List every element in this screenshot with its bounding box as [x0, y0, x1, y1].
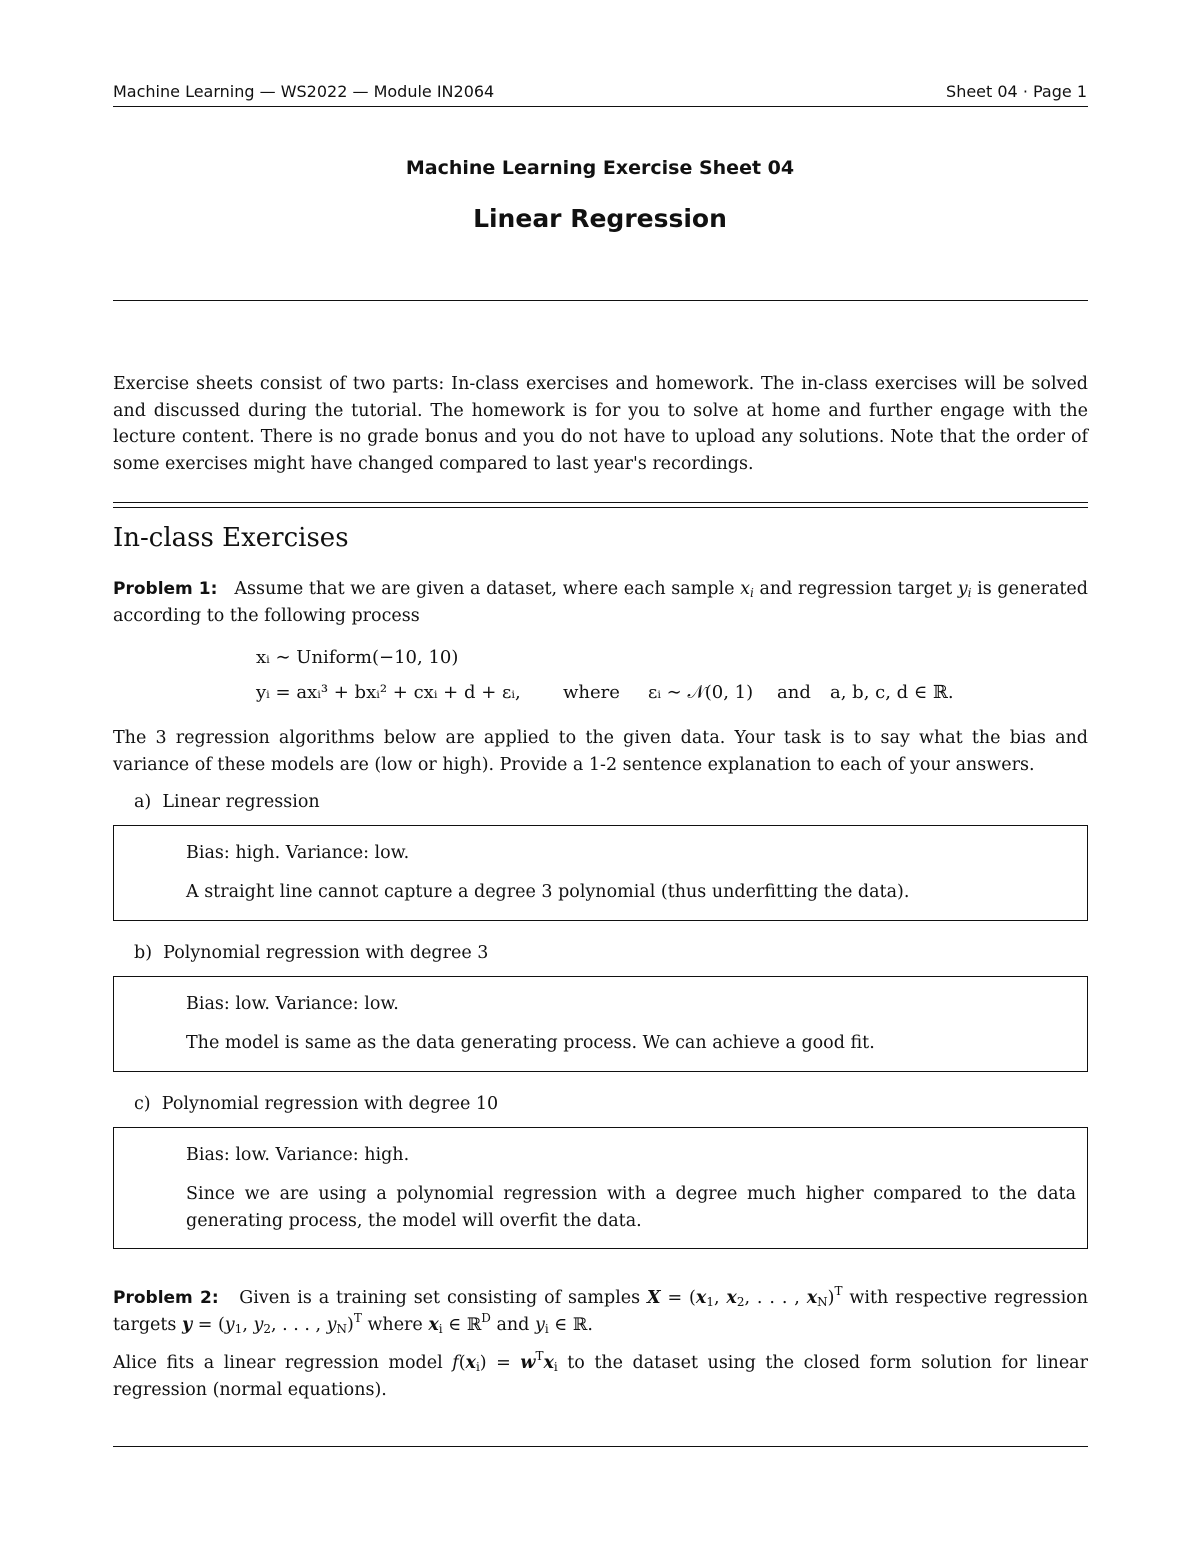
- section-double-rule: [113, 502, 1088, 508]
- section-heading: In-class Exercises: [113, 523, 349, 553]
- equation-noise: εᵢ ∼ 𝒩(0, 1): [648, 682, 754, 703]
- problem2-text-e: Alice fits a linear regression model: [113, 1353, 443, 1373]
- equation-where: where: [563, 682, 620, 703]
- solution-line: A straight line cannot capture a degree 3 polynomial (thus underfitting the data).: [186, 882, 910, 902]
- solution-box-c: [113, 1127, 1088, 1249]
- math-y: $y = (y_1$, $y_2$, . . . , $y_N)^T$: [181, 1310, 362, 1336]
- solution-line: Bias: high. Variance: low.: [186, 843, 410, 863]
- problem2-text-f: to the dataset using the closed form solution for linear regression (normal equations).: [113, 1353, 1088, 1400]
- problem2-text-d: and: [496, 1314, 530, 1335]
- solution-line: Bias: low. Variance: low.: [186, 994, 399, 1014]
- sheet-subtitle: Linear Regression: [473, 204, 727, 233]
- problem1-text-a: Assume that we are given a dataset, where each sample: [234, 579, 735, 599]
- equation-params: a, b, c, d ∈ ℝ.: [830, 682, 954, 703]
- solution-line: Since we are using a polynomial regression with a degree much higher compared to the data generating process, the model will overfit the data.: [186, 1184, 1076, 1231]
- problem1-task-text: The 3 regression algorithms below are applied to the given data. Your task is to say what the bias and variance of these models are (low or high). Provide a 1-2 sentence explanation to each of your answers.: [113, 728, 1088, 775]
- problem1-statement: [113, 576, 1088, 629]
- sheet-title: Machine Learning Exercise Sheet 04: [405, 157, 795, 179]
- bottom-rule: [113, 1446, 1088, 1447]
- equation-x-dist: xᵢ ∼ Uniform(−10, 10): [256, 647, 459, 668]
- intro-paragraph: [113, 371, 1088, 477]
- header-rule: [113, 106, 1088, 107]
- math-xi: $x_i$: [740, 579, 754, 600]
- problem1-text-c: is generated according to the following process: [113, 579, 1088, 626]
- subitem-label: Polynomial regression with degree 3: [163, 943, 489, 963]
- solution-box-b: [113, 976, 1088, 1072]
- math-X: $X = (x_1$, $x_2$, . . . , $x_N)^T$: [647, 1284, 843, 1309]
- problem1-task: [113, 725, 1088, 778]
- subitem-a: [134, 792, 320, 812]
- equation-y-model: yᵢ = axᵢ³ + bxᵢ² + cxᵢ + d + εᵢ,: [256, 682, 521, 703]
- title-rule: [113, 300, 1088, 301]
- problem1-text-b: and regression target: [759, 579, 953, 599]
- math-yi-domain: $y_i$ ∈ ℝ.: [534, 1314, 593, 1336]
- running-header-right: Sheet 04 · Page 1: [946, 82, 1087, 101]
- subitem-b: [134, 943, 488, 963]
- subitem-marker: a): [134, 792, 152, 812]
- subitem-label: Linear regression: [162, 792, 320, 812]
- equation-and: and: [777, 682, 811, 703]
- problem2-text-b: with respective regression targets: [113, 1288, 1088, 1335]
- solution-box-a: [113, 825, 1088, 921]
- solution-line: The model is same as the data generating process. We can achieve a good fit.: [186, 1033, 875, 1053]
- solution-line: Bias: low. Variance: high.: [186, 1145, 410, 1165]
- running-header-left: Machine Learning — WS2022 — Module IN2064: [113, 82, 495, 101]
- math-xi-domain: $x_i$ ∈ ℝ$^D$: [428, 1310, 491, 1336]
- problem2-text-a: Given is a training set consisting of samples: [239, 1288, 641, 1308]
- math-yi: $y_i$: [957, 579, 972, 600]
- subitem-c: [134, 1094, 498, 1114]
- problem2-label: Problem 2:: [113, 1288, 219, 1308]
- problem2-statement: [113, 1285, 1088, 1403]
- subitem-label: Polynomial regression with degree 10: [161, 1094, 499, 1114]
- intro-text: Exercise sheets consist of two parts: In-class exercises and homework. The in-class exercises will be solved and discussed during the tutorial. The homework is for you to solve at home and further engage with the lecture content. There is no grade bonus and you do not have to upload any solutions. Note that the order of some exercises might have changed compared to last year's recordings.: [113, 374, 1088, 474]
- math-model: $f(x_i) = w^Tx_i$: [452, 1349, 558, 1374]
- problem2-text-c: where: [367, 1314, 423, 1335]
- subitem-marker: b): [134, 943, 153, 963]
- subitem-marker: c): [134, 1094, 151, 1114]
- problem1-label: Problem 1:: [113, 579, 218, 599]
